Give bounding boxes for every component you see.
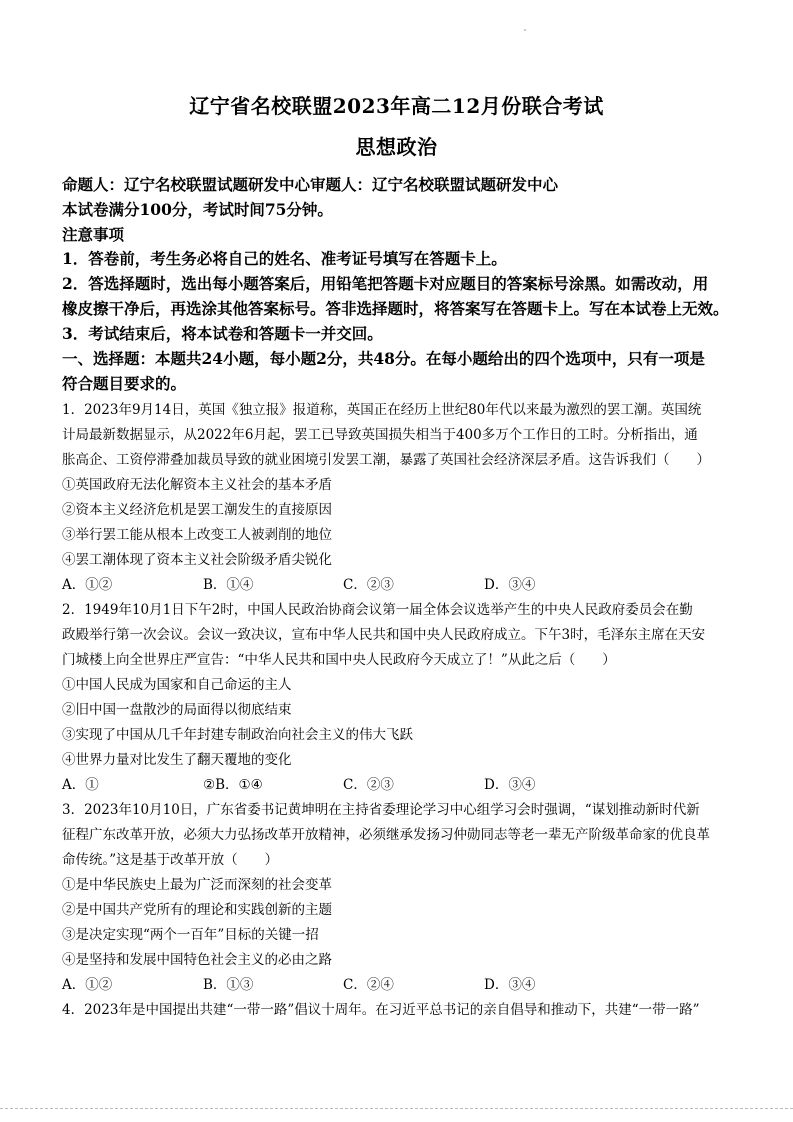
authors-line: 命题人：辽宁名校联盟试题研发中心审题人：辽宁名校联盟试题研发中心 [62, 175, 559, 194]
q3-statement-3: ③是决定实现“两个一百年”目标的关键一招 [62, 927, 319, 943]
q3-statement-2: ②是中国共产党所有的理论和实践创新的主题 [62, 902, 332, 918]
q3-stem-2: 征程广东改革开放，必须大力弘扬改革开放精神，必须继承发扬习仲勋同志等老一辈无产阶级革命家的优良革 [62, 827, 710, 843]
q1-option-a: A．①② [62, 577, 113, 593]
section-heading-2: 符合题目要求的。 [62, 374, 187, 393]
q1-statement-2: ②资本主义经济危机是罢工潮发生的直接原因 [62, 502, 332, 518]
q1-option-c: C．②③ [343, 577, 394, 593]
scan-speck [524, 29, 526, 31]
note-1: 1．答卷前，考生务必将自己的姓名、准考证号填写在答题卡上。 [62, 249, 507, 268]
score-time-line: 本试卷满分100分，考试时间75分钟。 [62, 200, 333, 219]
q1-option-d: D．③④ [484, 577, 536, 593]
exam-subject: 思想政治 [355, 135, 438, 159]
q3-option-b: B．①③ [203, 977, 254, 993]
q2-stem-3: 门城楼上向全世界庄严宣告：“中华人民共和国中央人民政府今天成立了！”从此之后（ ） [62, 652, 616, 668]
note-2a: 2．答选择题时，选出每小题答案后，用铅笔把答题卡对应题目的答案标号涂黑。如需改动，用 [62, 274, 709, 293]
q1-stem-1: 1．2023年9月14日，英国《独立报》报道称，英国正在经历上世纪80年代以来最为激烈的罢工潮。英国统 [62, 402, 702, 418]
q4-stem-1: 4．2023年是中国提出共建“一带一路”倡议十周年。在习近平总书记的亲自倡导和推动下，共建“一带一路” [62, 1002, 700, 1018]
q2-statement-1: ①中国人民成为国家和自己命运的主人 [62, 677, 292, 693]
section-heading-1: 一、选择题：本题共24小题，每小题2分，共48分。在每小题给出的四个选项中，只有一项是 [62, 349, 705, 368]
q3-statement-1: ①是中华民族史上最为广泛而深刻的社会变革 [62, 877, 332, 893]
q2-statement-3: ③实现了中国从几千年封建专制政治向社会主义的伟大飞跃 [62, 727, 413, 743]
q3-stem-1: 3．2023年10月10日，广东省委书记黄坤明在主持省委理论学习中心组学习会时强调，“谋划推动新时代新 [62, 802, 700, 818]
q2-option-d: D．③④ [484, 777, 536, 793]
q2-statement-2: ②旧中国一盘散沙的局面得以彻底结束 [62, 702, 292, 718]
notes-heading: 注意事项 [62, 225, 125, 244]
q3-option-c: C．②④ [343, 977, 394, 993]
q1-statement-1: ①英国政府无法化解资本主义社会的基本矛盾 [62, 477, 332, 493]
q1-stem-3: 胀高企、工资停滞叠加裁员导致的就业困境引发罢工潮，暴露了英国社会经济深层矛盾。这告诉我们（ ） [62, 452, 710, 468]
q1-statement-4: ④罢工潮体现了资本主义社会阶级矛盾尖锐化 [62, 552, 332, 568]
q1-stem-2: 计局最新数据显示，从2022年6月起，罢工已导致英国损失相当于400多万个工作日的工时。分析指出，通 [62, 427, 698, 443]
q1-option-b: B．①④ [203, 577, 254, 593]
q3-option-d: D．③④ [484, 977, 536, 993]
q2-statement-4: ④世界力量对比发生了翻天覆地的变化 [62, 752, 292, 768]
q1-statement-3: ③举行罢工能从根本上改变工人被剥削的地位 [62, 527, 332, 543]
page-bottom-rule [0, 1108, 793, 1109]
q3-stem-3: 命传统。”这是基于改革开放（ ） [62, 852, 279, 868]
q2-stem-1: 2．1949年10月1日下午2时，中国人民政治协商会议第一届全体会议选举产生的中央人民政府委员会在勤 [62, 602, 693, 618]
q2-option-c: C．②③ [343, 777, 394, 793]
q2-option-b: ②B．①④ [203, 777, 263, 793]
note-2b: 橡皮擦干净后，再选涂其他答案标号。答非选择题时，将答案写在答题卡上。写在本试卷上无效。 [62, 299, 729, 318]
note-3: 3．考试结束后，将本试卷和答题卡一并交回。 [62, 324, 383, 343]
q2-option-a: A．① [62, 777, 99, 793]
q3-statement-4: ④是坚持和发展中国特色社会主义的必由之路 [62, 952, 332, 968]
q3-option-a: A．①② [62, 977, 113, 993]
exam-title: 辽宁省名校联盟2023年高二12月份联合考试 [189, 94, 604, 118]
q2-stem-2: 政殿举行第一次会议。会议一致决议，宣布中华人民共和国中央人民政府成立。下午3时，毛泽东主席在天安 [62, 627, 706, 643]
